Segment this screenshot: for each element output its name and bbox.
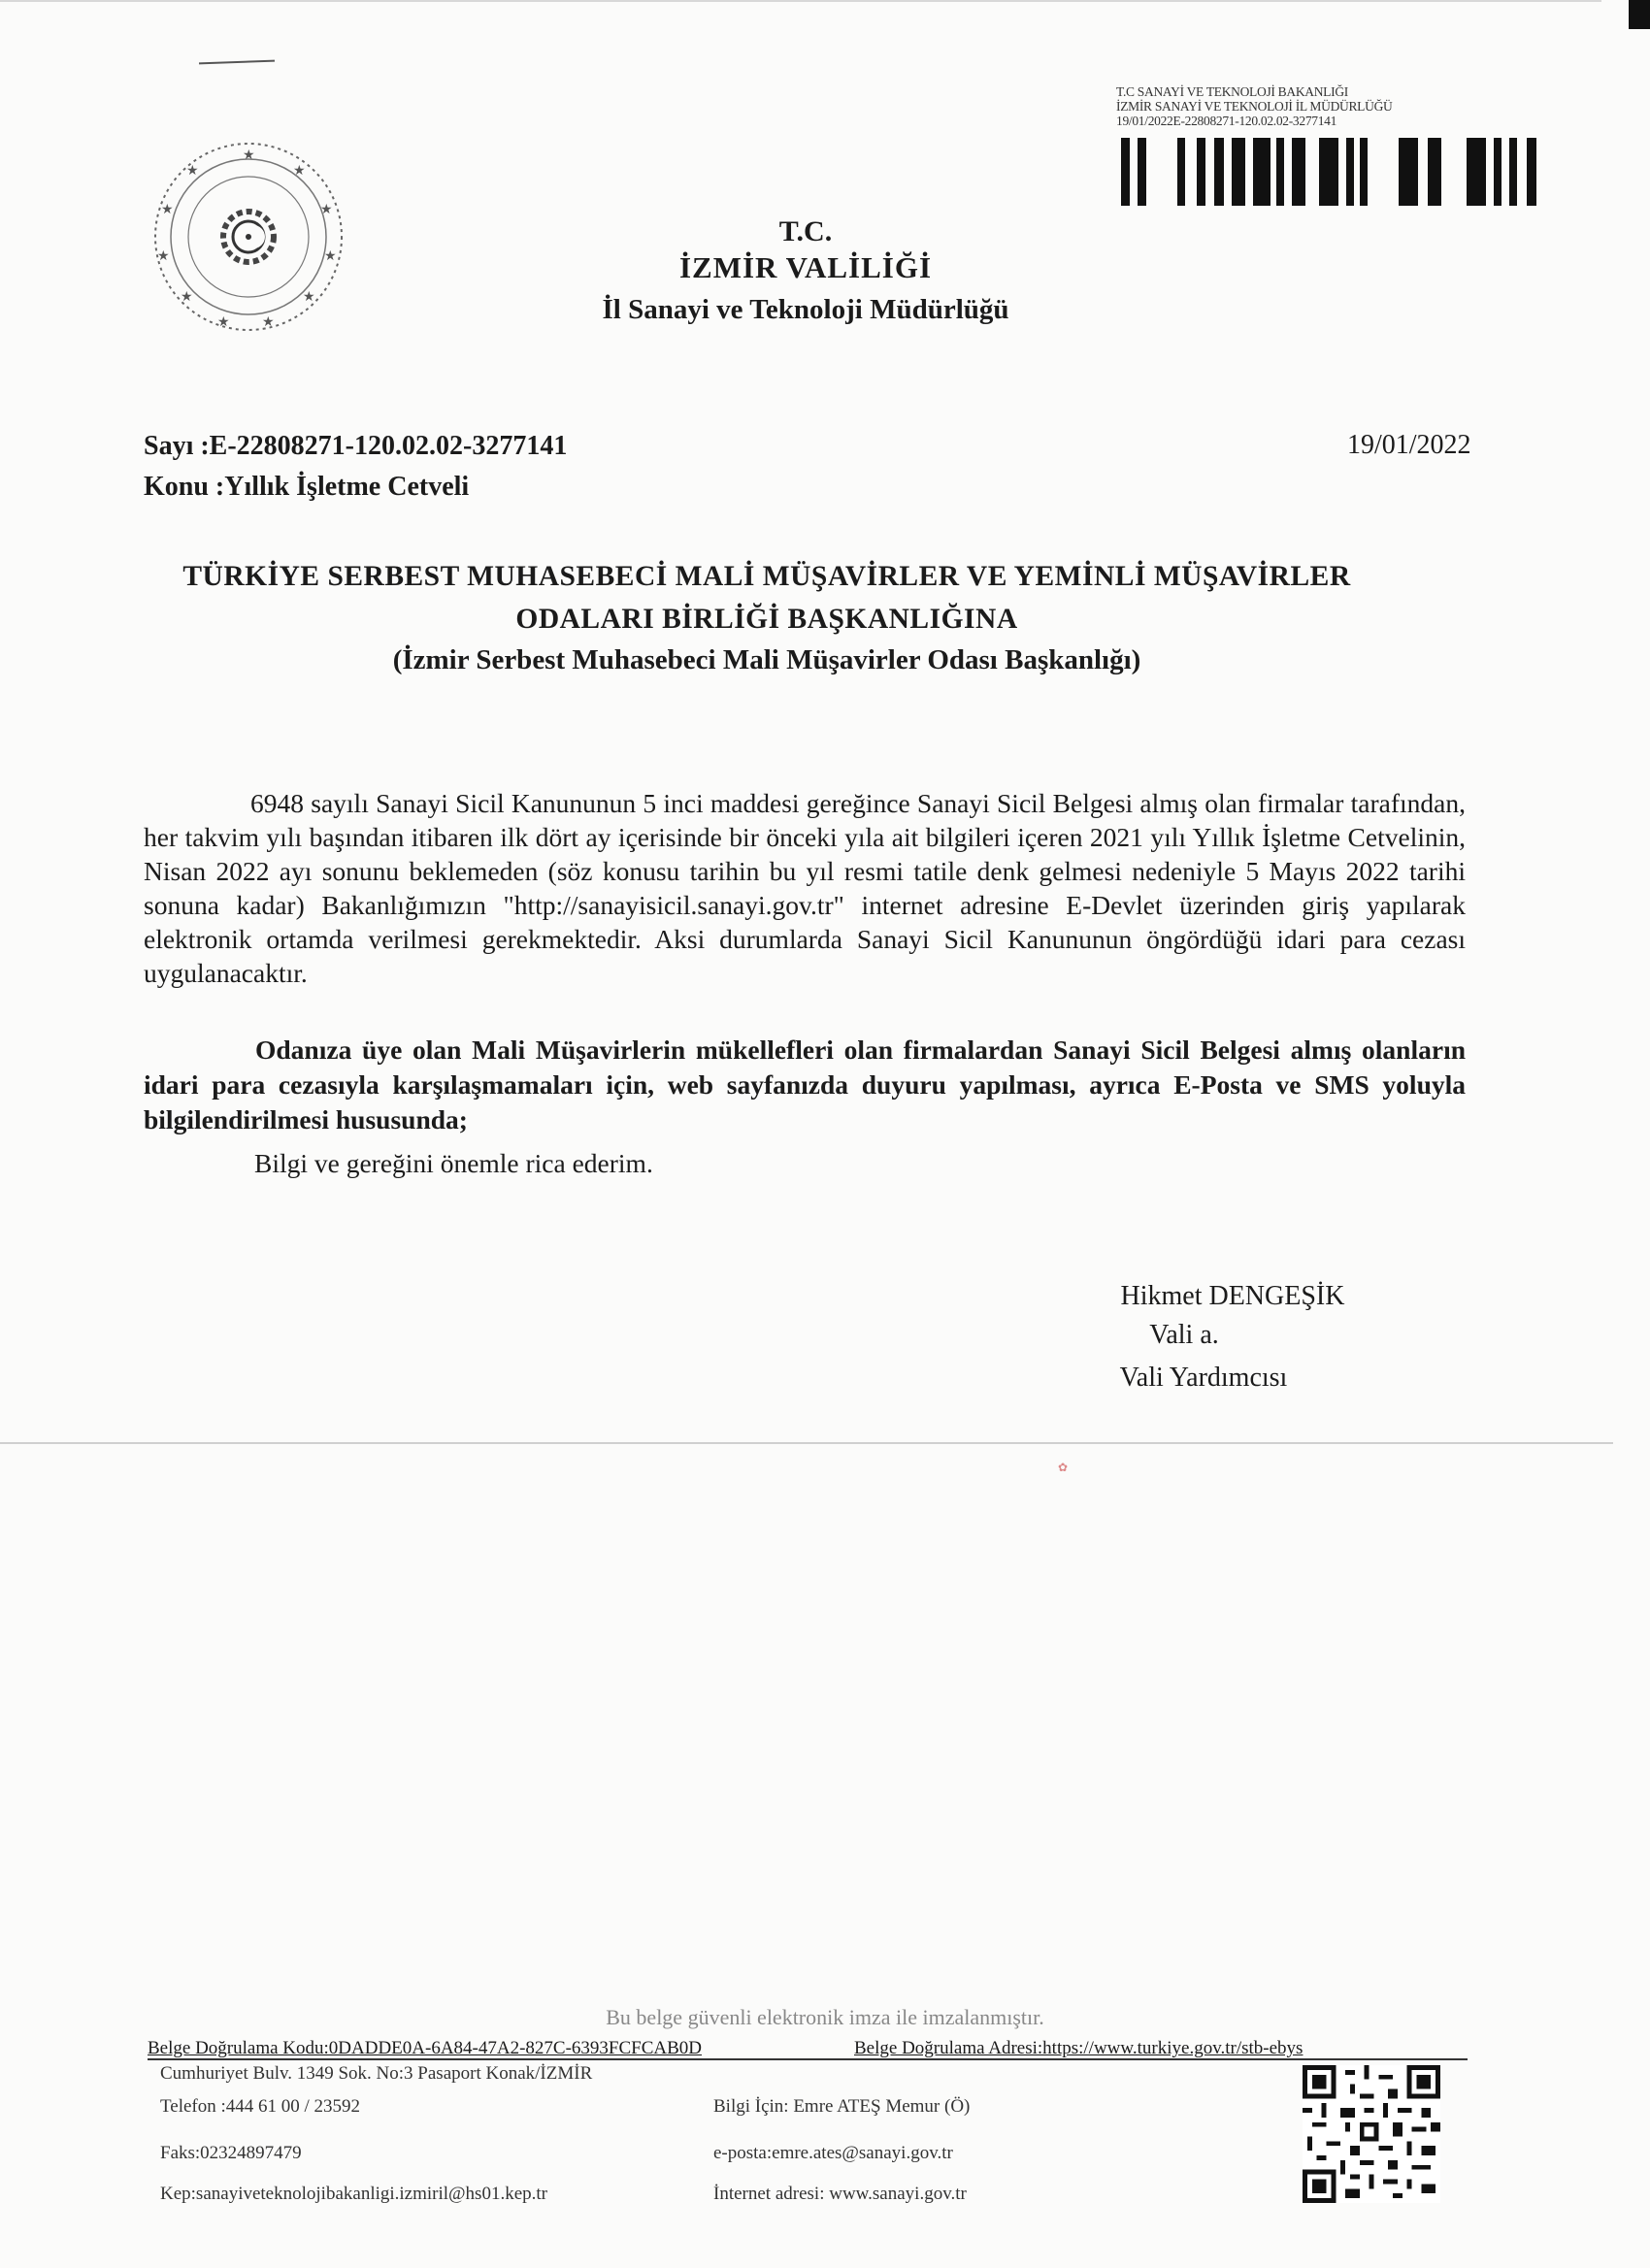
esign-notice: Bu belge güvenli elektronik imza ile imzalanmıştır. <box>606 2005 1044 2029</box>
svg-text:★: ★ <box>181 290 193 305</box>
header-tc: T.C. <box>778 215 833 247</box>
barcode-line-2: İZMİR SANAYİ VE TEKNOLOJİ İL MÜDÜRLÜĞÜ <box>1116 99 1393 114</box>
pen-mark <box>199 60 275 65</box>
scan-fold-line <box>0 1442 1613 1444</box>
footer-phone: Telefon :444 61 00 / 23592 <box>160 2096 361 2117</box>
page-edge-line <box>0 0 1601 2</box>
svg-text:★: ★ <box>186 164 199 179</box>
body-paragraph-3: Bilgi ve gereğini önemle rica ederim. <box>254 1148 653 1178</box>
barcode-line-1: T.C SANAYİ VE TEKNOLOJİ BAKANLIĞI <box>1116 84 1348 99</box>
verification-code: Belge Doğrulama Kodu:0DADDE0A-6A84-47A2-827C-6393FCFCAB0D <box>148 2038 703 2058</box>
signatory-title-2: Vali Yardımcısı <box>1119 1363 1288 1393</box>
barcode-icon <box>1121 138 1543 206</box>
addressee-line-3: (İzmir Serbest Muhasebeci Mali Müşavirler Odası Başkanlığı) <box>392 644 1141 675</box>
svg-text:★: ★ <box>157 249 170 264</box>
signatory-title-1: Vali a. <box>1149 1320 1219 1350</box>
svg-text:★: ★ <box>324 249 337 264</box>
qr-code-icon <box>1303 2065 1440 2203</box>
svg-text:★: ★ <box>262 315 275 330</box>
footer-divider <box>148 2058 1468 2060</box>
addressee-line-2: ODALARI BİRLİĞİ BAŞKANLIĞINA <box>515 604 1018 635</box>
footer-address: Cumhuriyet Bulv. 1349 Sok. No:3 Pasaport Konak/İZMİR <box>160 2063 593 2084</box>
barcode-line-3: 19/01/2022E-22808271-120.02.02-3277141 <box>1116 114 1337 128</box>
document-date: 19/01/2022 <box>1347 430 1471 460</box>
svg-text:★: ★ <box>161 203 174 217</box>
svg-text:★: ★ <box>293 164 306 179</box>
addressee-line-1: TÜRKİYE SERBEST MUHASEBECİ MALİ MÜŞAVİRLER VE YEMİNLİ MÜŞAVİRLER <box>182 561 1351 592</box>
body-paragraph-1: 6948 sayılı Sanayi Sicil Kanununun 5 inci maddesi gereğince Sanayi Sicil Belgesi almış olan firmalar tarafından, her takvim yılı başından itibaren ilk dört ay içerisinde bir önceki yıla ait bilgileri içeren 2021 yılı Yıllık İşletme Cetvelinin, Nisan 2022 ayı sonunu beklemeden (söz konusu tarihin bu yıl resmi tatile denk gelmesi nedeniyle 5 Mayıs 2022 tarihi sonuna kadar) Bakanlığımızın "http://sanayisicil.sanayi.gov.tr" internet adresine E-Devlet üzerinden giriş yapılarak elektronik ortamda verilmesi gerekmektedir. Aksi durumlarda Sanayi Sicil Kanununun öngördüğü idari para cezası uygulanacaktır. <box>144 788 1466 988</box>
verification-address-link[interactable]: Belge Doğrulama Adresi:https://www.turkiye.gov.tr/stb-ebys <box>854 2038 1304 2058</box>
body-paragraph-2: Odanıza üye olan Mali Müşavirlerin mükellefleri olan firmalardan Sanayi Sicil Belgesi almış olanların idari para cezasıyla karşılaşmamaları için, web sayfanızda duyuru yapılması, ayrıca E-Posta ve SMS yoluyla bilgilendirilmesi hususunda; <box>144 1035 1466 1134</box>
footer-kep: Kep:sanayiveteknolojibakanligi.izmiril@hs01.kep.tr <box>160 2184 547 2204</box>
svg-text:★: ★ <box>303 290 315 305</box>
signatory-name: Hikmet DENGEŞİK <box>1120 1281 1345 1311</box>
header-valilik: İZMİR VALİLİĞİ <box>678 250 933 284</box>
footer-fax: Faks:02324897479 <box>160 2143 302 2163</box>
footer-email[interactable]: e-posta:emre.ates@sanayi.gov.tr <box>713 2143 953 2163</box>
header-mudurluk: İl Sanayi ve Teknoloji Müdürlüğü <box>602 294 1009 325</box>
scan-artifact-mark: ✿ <box>1058 1461 1069 1474</box>
svg-text:★: ★ <box>320 203 333 217</box>
barcode-caption <box>1116 84 1392 128</box>
footer-contact-person: Bilgi İçin: Emre ATEŞ Memur (Ö) <box>713 2096 971 2117</box>
footer-website[interactable]: İnternet adresi: www.sanayi.gov.tr <box>713 2184 967 2204</box>
svg-text:★: ★ <box>243 148 255 163</box>
scan-artifact <box>1629 0 1650 29</box>
document-subject: Konu :Yıllık İşletme Cetveli <box>144 472 470 502</box>
svg-text:★: ★ <box>217 315 230 330</box>
document-number: Sayı :E-22808271-120.02.02-3277141 <box>144 431 568 461</box>
